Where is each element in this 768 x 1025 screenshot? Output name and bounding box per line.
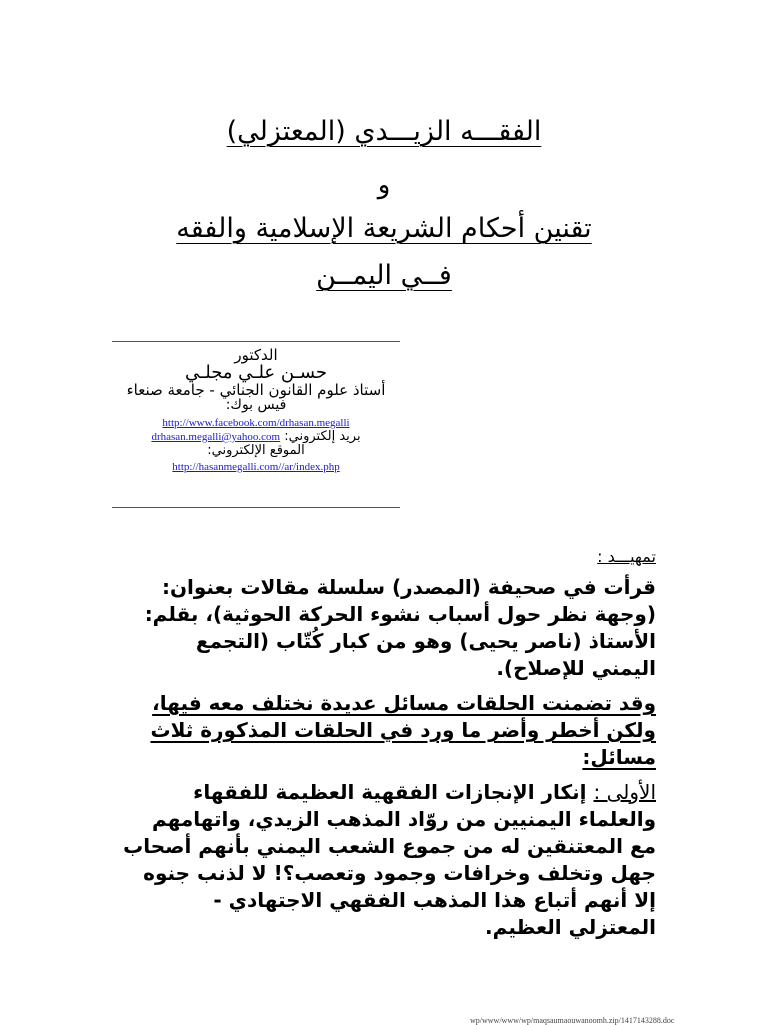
paragraph-3 [120, 779, 656, 941]
email-label: بريد إلكتروني: [284, 428, 361, 444]
facebook-link[interactable]: http://www.facebook.com/drhasan.megalli [162, 417, 350, 430]
author-name: حسـن علـي مجلـي [184, 361, 328, 383]
website-label: الموقع الإلكتروني: [207, 442, 305, 458]
author-position: أستاذ علوم القانون الجنائي - جامعة صنعاء [126, 380, 386, 399]
document-title-line4: فــي اليمــن [316, 260, 452, 291]
paragraph-1: قرأت في صحيفة (المصدر) سلسلة مقالات بعنوان: (وجهة نظر حول أسباب نشوء الحركة الحوثية)، بقلم: الأستاذ (ناصر يحيى) وهو من كبار كُتّاب (التجمع اليمني للإصلاح). [144, 575, 656, 680]
footer-url: wp/www/www/wp/maqsaumaouwanoomh.zip/1417143288.doc [470, 1016, 675, 1025]
email-link[interactable]: drhasan.megalli@yahoo.com [151, 430, 281, 443]
document-title-line2: و [377, 170, 391, 200]
author-block [112, 341, 400, 508]
facebook-label: فيس بوك: [225, 397, 287, 414]
author-honorific: الدكتور [234, 346, 278, 364]
paragraph-3-label: الأولى : [593, 780, 656, 804]
website-link[interactable]: http://hasanmegalli.com//ar/index.php [172, 461, 340, 474]
intro-heading: تمهيـــد : [597, 547, 656, 566]
document-title-line1: الفقـــه الزيـــدي (المعتزلي) [226, 116, 542, 147]
document-title-line3: تقنين أحكام الشريعة الإسلامية والفقه [176, 213, 592, 244]
paragraph-2: وقد تضمنت الحلقات مسائل عديدة نختلف معه فيها، ولكن أخطر وأضر ما ورد في الحلقات المذكورة ثلاث مسائل: [150, 691, 656, 769]
paragraph-3-text: إنكار الإنجازات الفقهية العظيمة للفقهاء والعلماء اليمنيين من روّاد المذهب الزيدي، واتهامهم مع المعتنقين له من جموع الشعب اليمني بأنهم أصحاب جهل وتخلف وخرافات وجمود وتعصب؟! لا لذنب جنوه إلا أنهم أتباع هذا المذهب الفقهي الاجتهادي - المعتزلي العظيم. [123, 780, 656, 939]
